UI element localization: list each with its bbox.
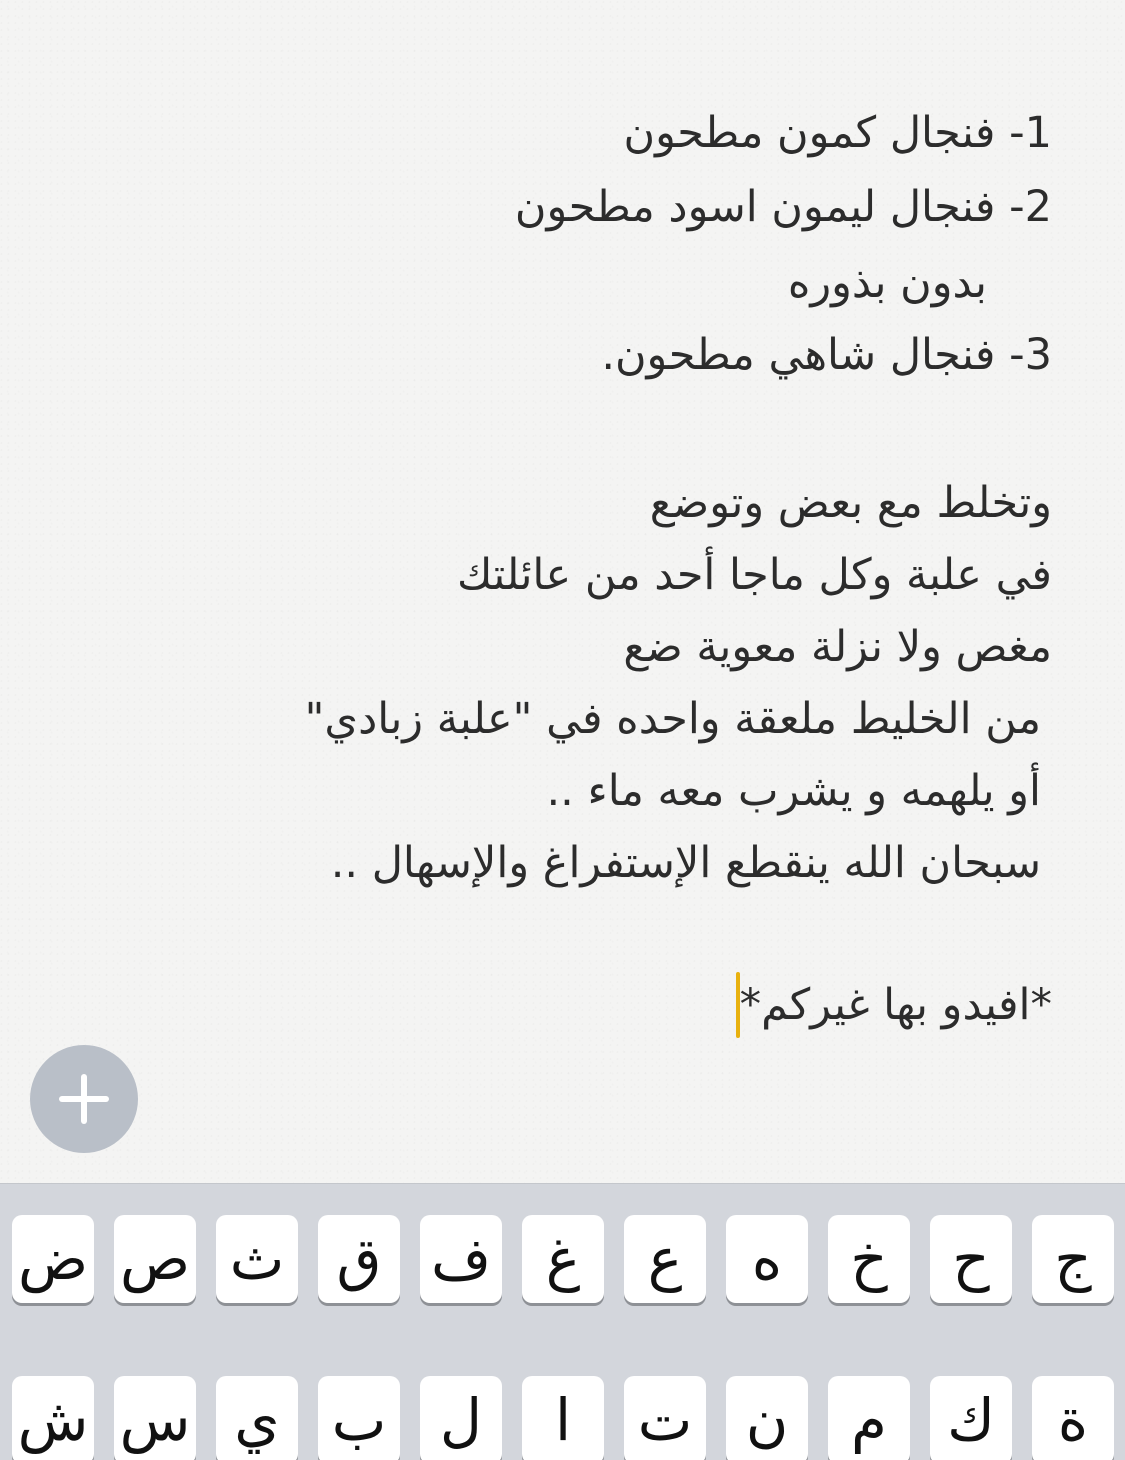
key-yeh[interactable]: ي — [216, 1376, 298, 1460]
note-line-8: من الخليط ملعقة واحده في "علبة زبادي" — [304, 694, 1041, 744]
key-kaf[interactable]: ك — [930, 1376, 1012, 1460]
note-line-5: وتخلط مع بعض وتوضع — [649, 478, 1052, 528]
arabic-keyboard — [0, 1183, 1125, 1460]
key-lam[interactable]: ل — [420, 1376, 502, 1460]
key-sheen[interactable]: ش — [12, 1376, 94, 1460]
note-line-6: في علبة وكل ماجا أحد من عائلتك — [457, 550, 1052, 600]
key-noon[interactable]: ن — [726, 1376, 808, 1460]
key-ghain[interactable]: غ — [522, 1215, 604, 1303]
note-line-9: أو يلهمه و يشرب معه ماء .. — [546, 766, 1041, 816]
key-theh[interactable]: ث — [216, 1215, 298, 1303]
add-button[interactable] — [30, 1045, 138, 1153]
key-teh[interactable]: ت — [624, 1376, 706, 1460]
key-feh[interactable]: ف — [420, 1215, 502, 1303]
key-seen[interactable]: س — [114, 1376, 196, 1460]
key-meem[interactable]: م — [828, 1376, 910, 1460]
key-teh-marbuta[interactable]: ة — [1032, 1376, 1114, 1460]
key-hah[interactable]: ح — [930, 1215, 1012, 1303]
key-dad[interactable]: ض — [12, 1215, 94, 1303]
key-sad[interactable]: ص — [114, 1215, 196, 1303]
key-ain[interactable]: ع — [624, 1215, 706, 1303]
key-alef[interactable]: ا — [522, 1376, 604, 1460]
key-beh[interactable]: ب — [318, 1376, 400, 1460]
note-line-2: 2- فنجال ليمون اسود مطحون — [514, 182, 1052, 232]
note-line-4: 3- فنجال شاهي مطحون. — [601, 330, 1052, 380]
note-line-3: بدون بذوره — [787, 258, 987, 308]
note-line-10: سبحان الله ينقطع الإستفراغ والإسهال .. — [330, 838, 1041, 888]
note-line-1: 1- فنجال كمون مطحون — [623, 108, 1052, 158]
note-line-11: *افيدو بها غيركم* — [739, 980, 1052, 1030]
key-khah[interactable]: خ — [828, 1215, 910, 1303]
key-heh[interactable]: ه — [726, 1215, 808, 1303]
text-cursor — [736, 972, 740, 1038]
key-qaf[interactable]: ق — [318, 1215, 400, 1303]
note-line-7: مغص ولا نزلة معوية ضع — [623, 622, 1052, 672]
key-jeem[interactable]: ج — [1032, 1215, 1114, 1303]
